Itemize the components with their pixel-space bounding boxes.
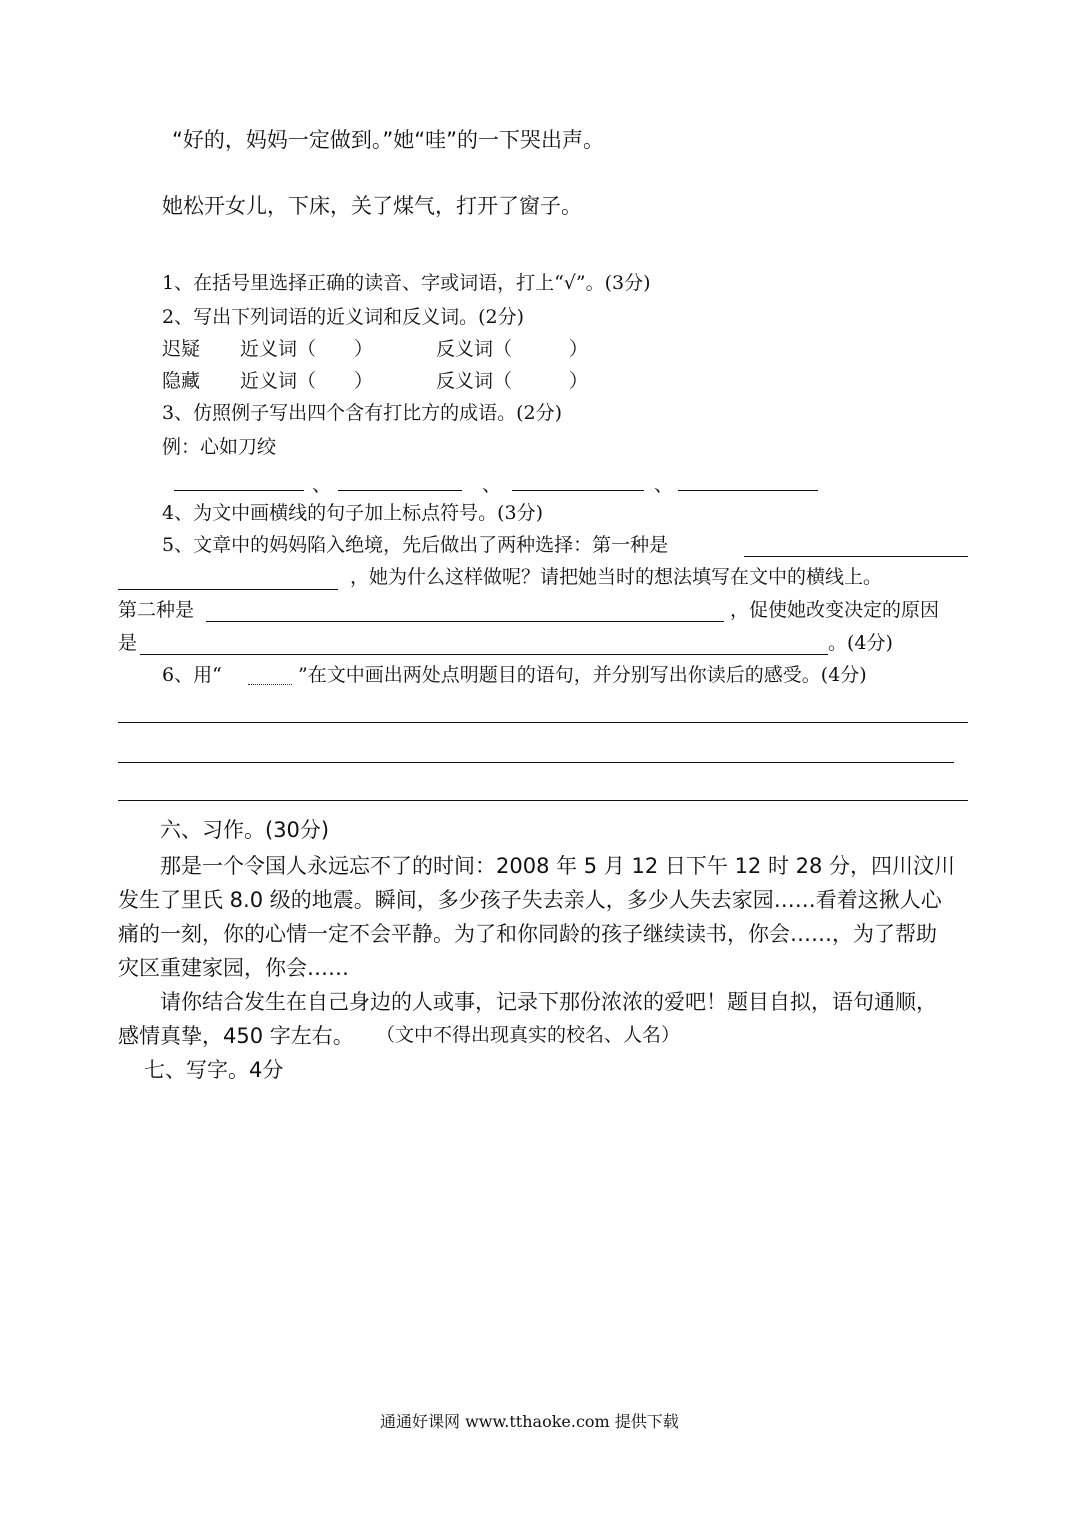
question-2: 2、写出下列词语的近义词和反义词。(2分) — [162, 306, 525, 328]
section-6-paragraph-1-line-2: 发生了里氏 8.0 级的地震。瞬间，多少孩子失去亲人，多少人失去家园……看着这揪人心 — [118, 888, 942, 912]
q2-row-2-antonym: 反义词（ ） — [436, 370, 589, 392]
story-line-2: 她松开女儿，下床，关了煤气，打开了窗子。 — [162, 194, 582, 218]
q2-row-2-synonym: 近义词（ ） — [240, 370, 374, 392]
question-5-part-b: ，她为什么这样做呢？请把她当时的想法填写在文中的横线上。 — [350, 566, 883, 588]
q3-separator: 、 — [312, 474, 332, 496]
section-6-paragraph-1-line-4: 灾区重建家园，你会…… — [118, 956, 349, 980]
question-1: 1、在括号里选择正确的读音、字或词语，打上“√”。(3分) — [162, 272, 651, 294]
question-5-part-f: 。(4分) — [828, 632, 893, 654]
q3-answer-blank-1[interactable] — [174, 490, 304, 491]
section-6-paragraph-1-line-3: 痛的一刻，你的心情一定不会平静。为了和你同龄的孩子继续读书，你会……，为了帮助 — [118, 922, 937, 946]
q3-example: 例：心如刀绞 — [162, 436, 277, 458]
q5-answer-blank-1-cont[interactable] — [118, 589, 338, 590]
q6-answer-line-1[interactable] — [118, 722, 968, 723]
section-6-heading: 六、习作。(30分) — [160, 818, 330, 842]
q3-separator: 、 — [482, 474, 502, 496]
question-5-part-c: 第二种是 — [118, 599, 195, 621]
question-3: 3、仿照例子写出四个含有打比方的成语。(2分) — [162, 402, 563, 424]
q6-answer-line-2[interactable] — [118, 762, 954, 763]
wavy-underline-sample — [248, 684, 292, 685]
question-6-part-b: ”在文中画出两处点明题目的语句，并分别写出你读后的感受。(4分) — [298, 664, 867, 686]
question-5-part-e: 是 — [118, 632, 138, 654]
page-footer: 通通好课网 www.tthaoke.com 提供下载 — [380, 1412, 679, 1431]
q3-answer-blank-3[interactable] — [512, 490, 644, 491]
q3-answer-blank-2[interactable] — [338, 490, 462, 491]
section-6-paragraph-2-line-2: 感情真挚，450 字左右。 — [118, 1024, 354, 1048]
q6-answer-line-3[interactable] — [118, 800, 968, 801]
section-6-paragraph-2-line-1: 请你结合发生在自己身边的人或事，记录下那份浓浓的爱吧！题目自拟，语句通顺， — [160, 990, 937, 1014]
q3-answer-blank-4[interactable] — [678, 490, 818, 491]
story-line-1: “好的，妈妈一定做到。”她“哇”的一下哭出声。 — [172, 128, 605, 152]
q2-row-1-synonym: 近义词（ ） — [240, 338, 374, 360]
question-4: 4、为文中画横线的句子加上标点符号。(3分) — [162, 502, 544, 524]
question-5-part-d: ，促使她改变决定的原因 — [730, 599, 940, 621]
section-7-heading: 七、写字。4分 — [144, 1058, 284, 1082]
section-6-paragraph-1-line-1: 那是一个令国人永远忘不了的时间：2008 年 5 月 12 日下午 12 时 28 分，四川汶川 — [160, 854, 956, 878]
section-6-note: （文中不得出现真实的校名、人名） — [376, 1024, 681, 1046]
q2-row-1-antonym: 反义词（ ） — [436, 338, 589, 360]
question-5-part-a: 5、文章中的妈妈陷入绝境，先后做出了两种选择：第一种是 — [162, 534, 669, 556]
q2-row-1-word: 迟疑 — [162, 338, 201, 360]
q2-row-2-word: 隐藏 — [162, 370, 201, 392]
q5-answer-blank-3[interactable] — [140, 654, 828, 655]
question-6-part-a: 6、用“ — [162, 664, 222, 686]
q5-answer-blank-1[interactable] — [744, 556, 968, 557]
q3-separator: 、 — [654, 474, 674, 496]
q5-answer-blank-2[interactable] — [206, 621, 724, 622]
